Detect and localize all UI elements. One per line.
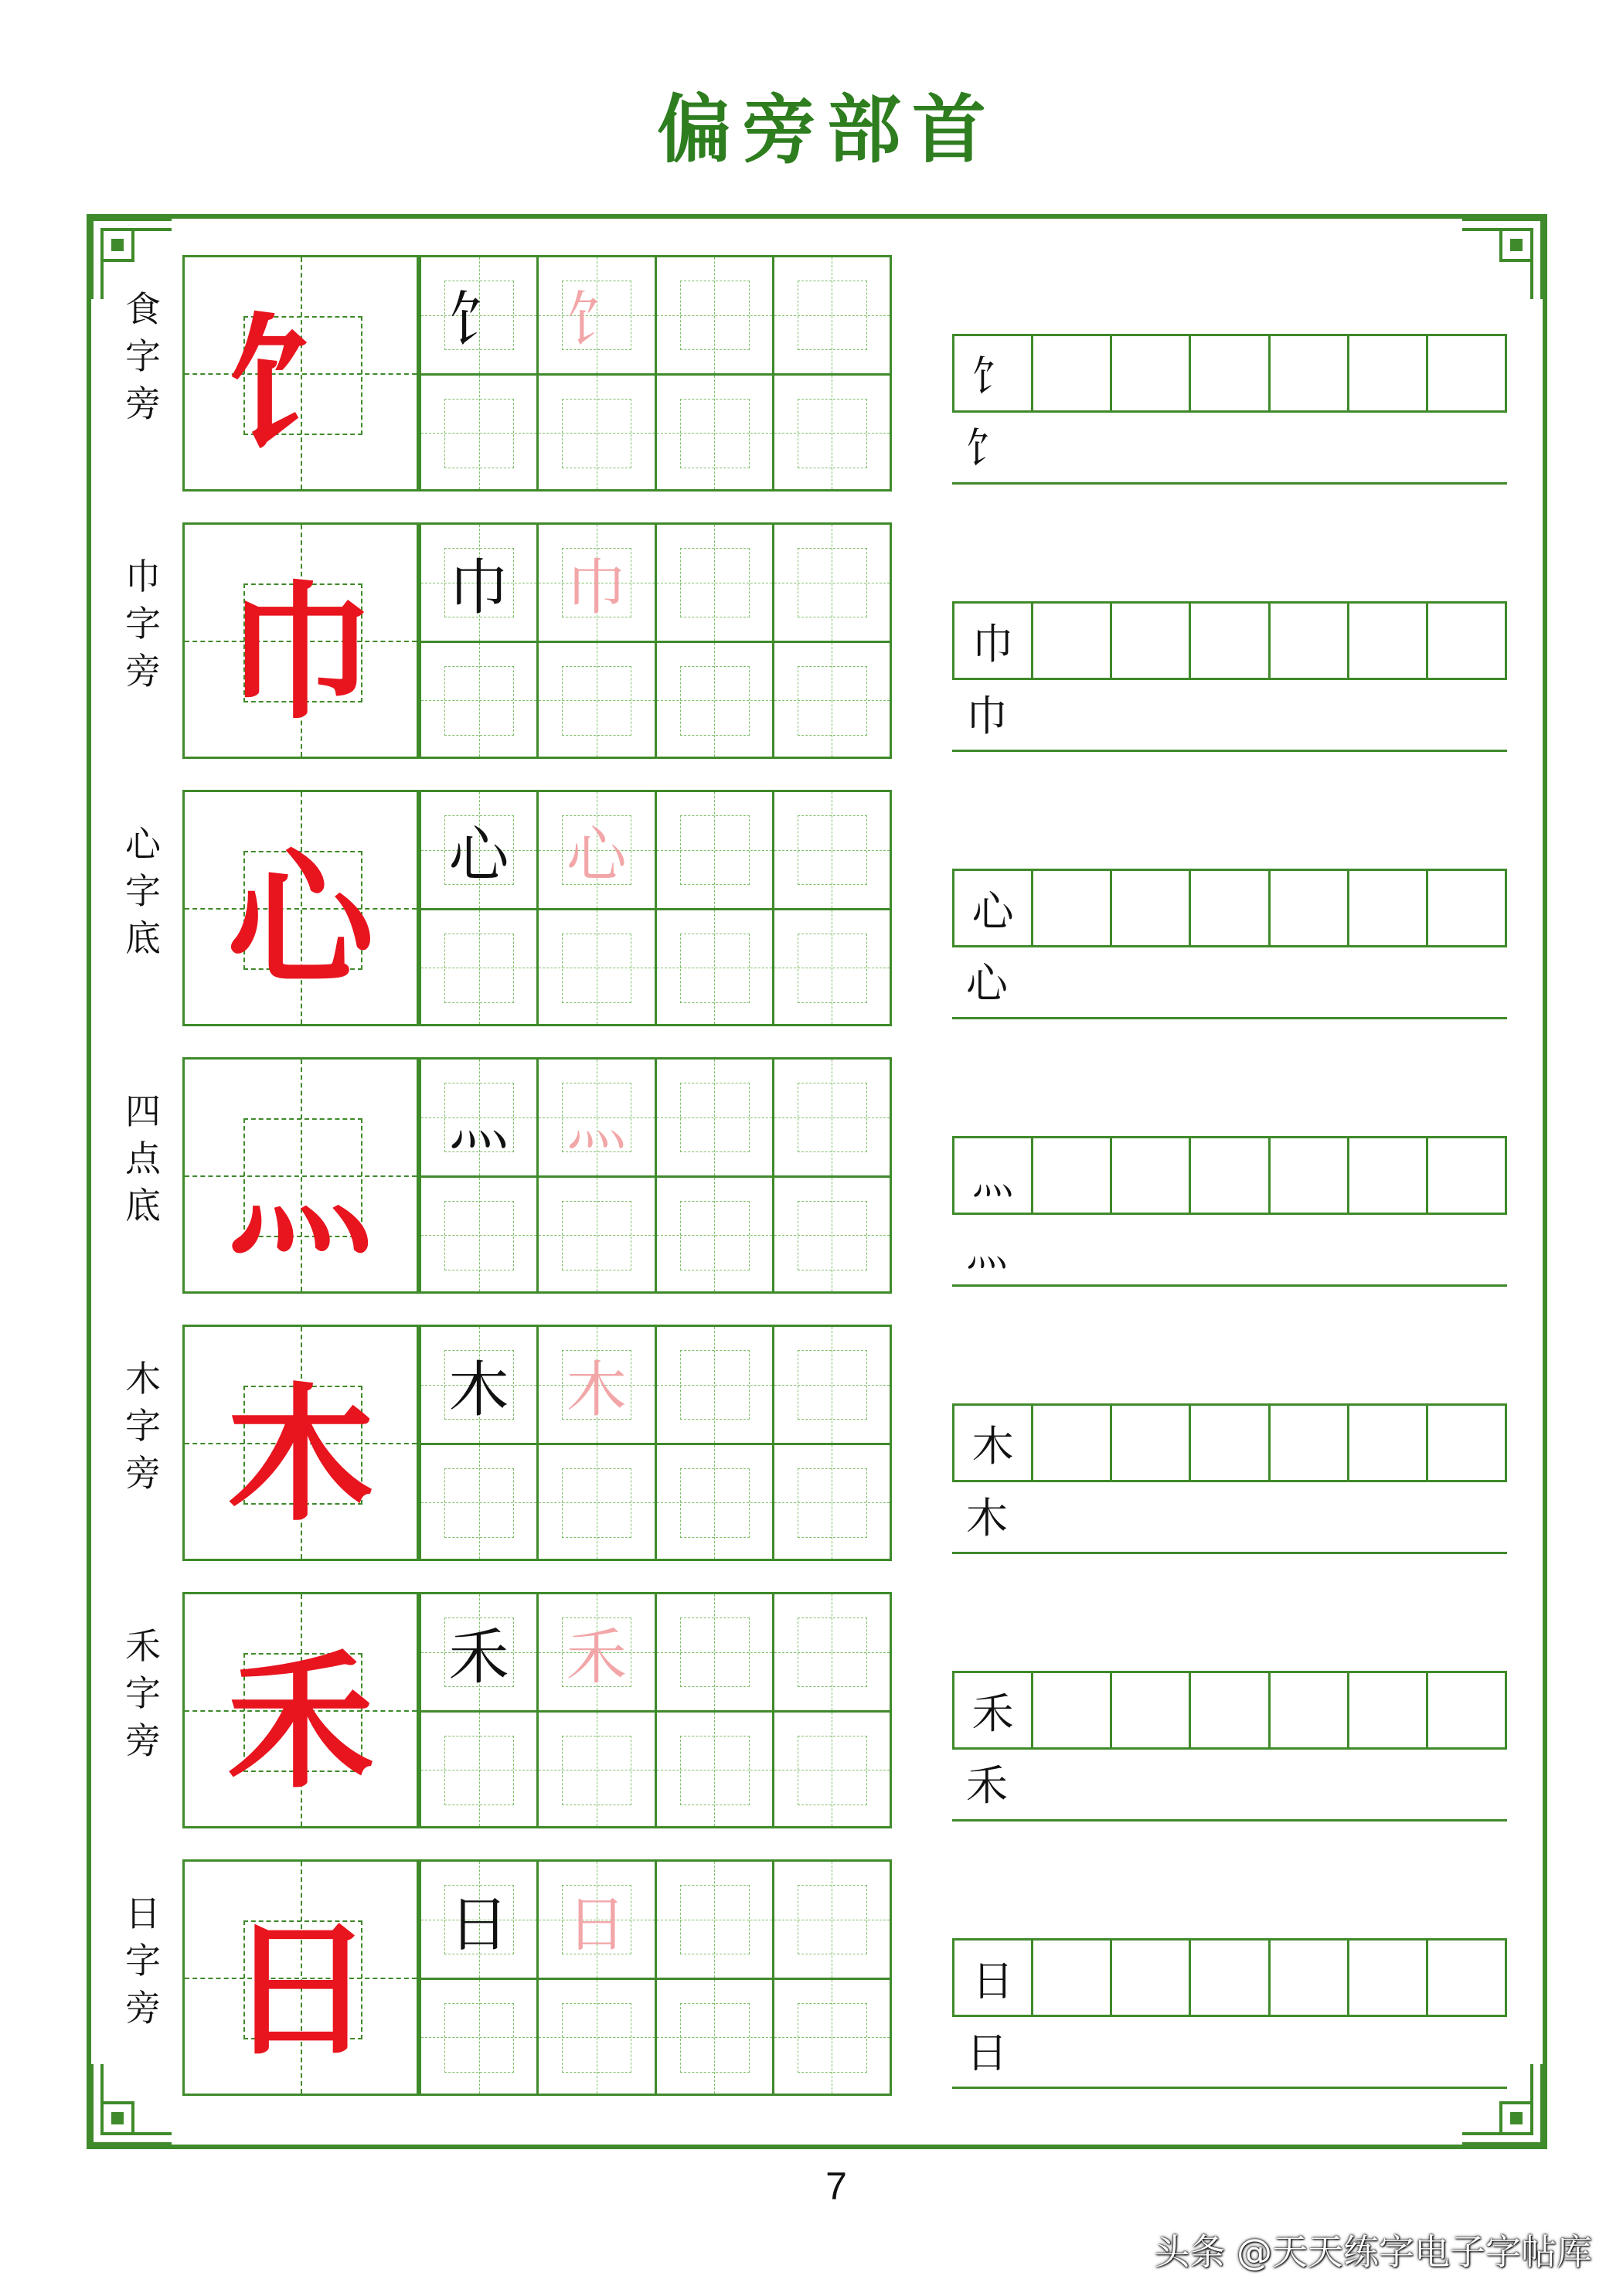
small-practice-cell[interactable] xyxy=(1189,336,1267,410)
small-practice-cell[interactable] xyxy=(1347,336,1426,410)
small-practice-cell[interactable] xyxy=(1268,871,1347,945)
model-character-cell xyxy=(182,790,419,1026)
radical-name-char: 字 xyxy=(125,1405,161,1447)
guide-square xyxy=(680,1617,750,1687)
practice-cell[interactable] xyxy=(419,525,536,641)
small-practice-cell[interactable] xyxy=(954,1673,1031,1747)
small-example-character: 巾 xyxy=(971,619,1014,668)
guide-square xyxy=(444,399,514,468)
small-practice-cell[interactable] xyxy=(1031,871,1110,945)
guide-square xyxy=(798,1736,867,1805)
trace-character: 心 xyxy=(566,821,627,890)
small-practice-cell[interactable] xyxy=(1268,1673,1347,1747)
guide-square xyxy=(680,666,750,736)
model-character-cell xyxy=(182,1859,419,2096)
radical-name-label xyxy=(120,1623,166,1764)
practice-cell[interactable] xyxy=(772,525,890,641)
small-practice-cell[interactable] xyxy=(1347,871,1426,945)
small-practice-cell[interactable] xyxy=(1268,604,1347,678)
guide-square xyxy=(798,815,867,885)
small-practice-cell[interactable] xyxy=(1268,1138,1347,1213)
small-practice-cell[interactable] xyxy=(1189,1941,1267,2015)
practice-row xyxy=(0,1592,1623,1828)
radical-name-char: 旁 xyxy=(125,1719,161,1761)
guide-square xyxy=(680,1468,750,1538)
small-practice-cell[interactable] xyxy=(1031,336,1110,410)
example-character: 巾 xyxy=(448,553,509,623)
practice-row xyxy=(0,1325,1623,1561)
practice-cell[interactable] xyxy=(772,1060,890,1175)
practice-cell[interactable] xyxy=(772,1862,890,1978)
small-practice-grid xyxy=(952,1938,1507,2017)
practice-cell[interactable] xyxy=(536,1443,654,1559)
guide-square xyxy=(444,666,514,736)
radical-name-char: 点 xyxy=(125,1138,161,1179)
radical-name-char: 底 xyxy=(125,917,161,959)
practice-cell[interactable] xyxy=(772,1443,890,1559)
practice-grid xyxy=(419,1859,892,2096)
page-number: 7 xyxy=(825,2165,847,2208)
small-practice-cell[interactable] xyxy=(1031,1941,1110,2015)
practice-cell[interactable] xyxy=(419,1710,536,1826)
radical-name-char: 旁 xyxy=(125,650,161,692)
practice-row xyxy=(0,255,1623,492)
writing-line[interactable] xyxy=(952,482,1507,485)
radical-name-char: 禾 xyxy=(125,1625,161,1667)
model-character: 心 xyxy=(226,833,374,1006)
guide-square xyxy=(680,1885,750,1954)
practice-cell[interactable] xyxy=(655,257,772,373)
small-practice-cell[interactable] xyxy=(1110,1941,1189,2015)
small-practice-cell[interactable] xyxy=(1189,1138,1267,1213)
practice-cell[interactable] xyxy=(772,1327,890,1443)
practice-cell[interactable] xyxy=(536,641,654,757)
guide-square xyxy=(798,1617,867,1687)
small-practice-cell[interactable] xyxy=(1426,604,1505,678)
practice-grid xyxy=(419,1592,892,1828)
practice-cell[interactable] xyxy=(419,641,536,757)
small-practice-cell[interactable] xyxy=(1110,871,1189,945)
practice-cell[interactable] xyxy=(655,373,772,489)
practice-cell[interactable] xyxy=(419,1175,536,1291)
trace-character: 巾 xyxy=(566,553,627,623)
practice-cell[interactable] xyxy=(655,525,772,641)
guide-square xyxy=(680,1736,750,1805)
line-example-character: 巾 xyxy=(966,692,1008,740)
guide-square xyxy=(798,1201,867,1270)
small-practice-grid xyxy=(952,869,1507,947)
guide-square xyxy=(798,548,867,617)
page-title: 偏旁部首 xyxy=(657,86,997,173)
practice-grid xyxy=(419,1057,892,1294)
radical-name-char: 字 xyxy=(125,603,161,645)
small-practice-cell[interactable] xyxy=(1426,1673,1505,1747)
small-practice-cell[interactable] xyxy=(954,336,1031,410)
guide-square xyxy=(798,2003,867,2073)
practice-cell[interactable] xyxy=(655,908,772,1024)
practice-cell[interactable] xyxy=(655,641,772,757)
example-character: 日 xyxy=(448,1890,509,1960)
practice-cell[interactable] xyxy=(772,1978,890,2094)
writing-line[interactable] xyxy=(952,1552,1507,1554)
model-character: 灬 xyxy=(226,1100,374,1274)
guide-square xyxy=(680,1350,750,1420)
writing-line[interactable] xyxy=(952,1819,1507,1821)
small-example-character: 心 xyxy=(971,886,1014,936)
practice-cell[interactable] xyxy=(419,257,536,373)
practice-cell[interactable] xyxy=(772,373,890,489)
small-practice-cell[interactable] xyxy=(1426,1941,1505,2015)
practice-cell[interactable] xyxy=(655,1978,772,2094)
line-example-character: 心 xyxy=(966,959,1008,1008)
watermark: 头条 @天天练字电子字帖库 xyxy=(1154,2231,1592,2273)
radical-name-label xyxy=(120,1890,166,2032)
practice-cell[interactable] xyxy=(655,1862,772,1978)
writing-line[interactable] xyxy=(952,1017,1507,1019)
practice-row xyxy=(0,1057,1623,1294)
guide-square xyxy=(562,1468,631,1538)
guide-square xyxy=(562,1736,631,1805)
small-practice-cell[interactable] xyxy=(1189,1406,1267,1480)
small-example-character: 灬 xyxy=(971,1154,1014,1203)
line-example-character: 灬 xyxy=(966,1226,1008,1275)
small-practice-cell[interactable] xyxy=(954,1138,1031,1213)
radical-name-char: 旁 xyxy=(125,1987,161,2029)
model-character: 日 xyxy=(226,1903,374,2076)
practice-cell[interactable] xyxy=(772,792,890,908)
practice-cell[interactable] xyxy=(536,1978,654,2094)
small-practice-cell[interactable] xyxy=(1426,1138,1505,1213)
small-practice-cell[interactable] xyxy=(1110,336,1189,410)
model-character: 饣 xyxy=(226,298,374,471)
radical-name-char: 字 xyxy=(125,335,161,377)
model-character: 禾 xyxy=(226,1635,374,1808)
line-example-character: 日 xyxy=(966,2029,1008,2077)
example-character: 灬 xyxy=(448,1088,509,1158)
writing-line[interactable] xyxy=(952,750,1507,752)
guide-square xyxy=(444,2003,514,2073)
model-character: 巾 xyxy=(226,566,374,739)
practice-cell[interactable] xyxy=(419,1862,536,1978)
guide-square xyxy=(444,934,514,1003)
practice-cell[interactable] xyxy=(655,1327,772,1443)
guide-square xyxy=(562,2003,631,2073)
guide-square xyxy=(444,1201,514,1270)
radical-name-char: 日 xyxy=(125,1893,161,1934)
guide-square xyxy=(562,399,631,468)
practice-cell[interactable] xyxy=(536,792,654,908)
practice-cell[interactable] xyxy=(536,1862,654,1978)
practice-cell[interactable] xyxy=(419,1327,536,1443)
practice-cell[interactable] xyxy=(419,1060,536,1175)
practice-cell[interactable] xyxy=(536,373,654,489)
practice-grid xyxy=(419,790,892,1026)
practice-cell[interactable] xyxy=(655,1594,772,1710)
small-practice-cell[interactable] xyxy=(1189,604,1267,678)
practice-cell[interactable] xyxy=(772,908,890,1024)
small-practice-cell[interactable] xyxy=(1347,1138,1426,1213)
small-example-character: 饣 xyxy=(971,352,1014,401)
small-example-character: 木 xyxy=(971,1421,1014,1471)
radical-name-char: 木 xyxy=(125,1358,161,1400)
practice-cell[interactable] xyxy=(772,1710,890,1826)
model-character: 木 xyxy=(226,1368,374,1541)
practice-cell[interactable] xyxy=(772,1594,890,1710)
small-practice-cell[interactable] xyxy=(954,1406,1031,1480)
practice-grid xyxy=(419,1325,892,1561)
trace-character: 日 xyxy=(566,1890,627,1960)
example-character: 禾 xyxy=(448,1623,509,1692)
guide-square xyxy=(798,399,867,468)
small-practice-cell[interactable] xyxy=(1031,1406,1110,1480)
radical-name-char: 旁 xyxy=(125,1452,161,1494)
line-example-character: 木 xyxy=(966,1494,1008,1543)
guide-square xyxy=(798,1350,867,1420)
small-practice-cell[interactable] xyxy=(1268,336,1347,410)
guide-square xyxy=(680,399,750,468)
practice-row xyxy=(0,1859,1623,2096)
small-practice-cell[interactable] xyxy=(1268,1406,1347,1480)
practice-cell[interactable] xyxy=(419,1443,536,1559)
practice-cell[interactable] xyxy=(419,908,536,1024)
practice-cell[interactable] xyxy=(536,1710,654,1826)
small-practice-cell[interactable] xyxy=(1031,1673,1110,1747)
line-example-character: 饣 xyxy=(966,424,1008,473)
guide-square xyxy=(798,281,867,350)
small-practice-cell[interactable] xyxy=(954,1941,1031,2015)
practice-cell[interactable] xyxy=(655,1175,772,1291)
small-example-character: 日 xyxy=(971,1956,1014,2005)
radical-name-char: 心 xyxy=(125,823,161,865)
small-practice-cell[interactable] xyxy=(1031,604,1110,678)
small-practice-cell[interactable] xyxy=(1347,604,1426,678)
trace-character: 饣 xyxy=(566,286,627,355)
radical-name-char: 四 xyxy=(125,1090,161,1132)
example-character: 木 xyxy=(448,1355,509,1425)
small-example-character: 禾 xyxy=(971,1689,1014,1738)
radical-name-label xyxy=(120,1088,166,1230)
guide-square xyxy=(562,934,631,1003)
small-practice-grid xyxy=(952,1136,1507,1215)
writing-line[interactable] xyxy=(952,1284,1507,1287)
practice-cell[interactable] xyxy=(655,1710,772,1826)
model-character-cell xyxy=(182,255,419,492)
small-practice-cell[interactable] xyxy=(1110,1673,1189,1747)
trace-character: 禾 xyxy=(566,1623,627,1692)
small-practice-cell[interactable] xyxy=(1189,1673,1267,1747)
small-practice-cell[interactable] xyxy=(954,604,1031,678)
practice-cell[interactable] xyxy=(536,1060,654,1175)
practice-grid xyxy=(419,522,892,759)
radical-name-char: 旁 xyxy=(125,383,161,424)
small-practice-cell[interactable] xyxy=(1347,1406,1426,1480)
practice-row xyxy=(0,522,1623,759)
practice-cell[interactable] xyxy=(536,525,654,641)
small-practice-cell[interactable] xyxy=(1347,1673,1426,1747)
practice-cell[interactable] xyxy=(419,373,536,489)
radical-name-char: 底 xyxy=(125,1185,161,1226)
small-practice-cell[interactable] xyxy=(1426,336,1505,410)
radical-name-char: 巾 xyxy=(125,556,161,597)
writing-line[interactable] xyxy=(952,2087,1507,2089)
guide-square xyxy=(444,1468,514,1538)
practice-row xyxy=(0,790,1623,1026)
practice-cell[interactable] xyxy=(655,1060,772,1175)
guide-square xyxy=(680,1083,750,1152)
guide-square xyxy=(562,1201,631,1270)
radical-name-label xyxy=(120,553,166,695)
practice-cell[interactable] xyxy=(419,792,536,908)
guide-square xyxy=(680,281,750,350)
practice-cell[interactable] xyxy=(536,1175,654,1291)
practice-cell[interactable] xyxy=(772,1175,890,1291)
small-practice-cell[interactable] xyxy=(1426,871,1505,945)
practice-cell[interactable] xyxy=(419,1594,536,1710)
practice-cell[interactable] xyxy=(772,641,890,757)
radical-name-label xyxy=(120,1355,166,1497)
practice-cell[interactable] xyxy=(536,1327,654,1443)
guide-square xyxy=(444,1736,514,1805)
radical-name-label xyxy=(120,821,166,962)
model-character-cell xyxy=(182,1592,419,1828)
practice-cell[interactable] xyxy=(536,908,654,1024)
guide-square xyxy=(798,1083,867,1152)
small-practice-cell[interactable] xyxy=(1110,1138,1189,1213)
practice-cell[interactable] xyxy=(655,1443,772,1559)
small-practice-grid xyxy=(952,1671,1507,1750)
radical-name-char: 字 xyxy=(125,870,161,912)
radical-name-char: 食 xyxy=(125,288,161,330)
example-character: 心 xyxy=(448,821,509,890)
small-practice-cell[interactable] xyxy=(954,871,1031,945)
guide-square xyxy=(562,666,631,736)
guide-square xyxy=(680,815,750,885)
model-character-cell xyxy=(182,522,419,759)
small-practice-cell[interactable] xyxy=(1110,1406,1189,1480)
trace-character: 灬 xyxy=(566,1088,627,1158)
guide-square xyxy=(680,2003,750,2073)
small-practice-grid xyxy=(952,1403,1507,1482)
small-practice-grid xyxy=(952,334,1507,413)
practice-cell[interactable] xyxy=(655,792,772,908)
small-practice-cell[interactable] xyxy=(1110,604,1189,678)
small-practice-cell[interactable] xyxy=(1268,1941,1347,2015)
line-example-character: 禾 xyxy=(966,1761,1008,1810)
guide-square xyxy=(680,548,750,617)
guide-square xyxy=(798,666,867,736)
model-character-cell xyxy=(182,1325,419,1561)
small-practice-cell[interactable] xyxy=(1189,871,1267,945)
radical-name-char: 字 xyxy=(125,1940,161,1981)
small-practice-cell[interactable] xyxy=(1426,1406,1505,1480)
example-character: 饣 xyxy=(448,286,509,355)
guide-square xyxy=(798,934,867,1003)
radical-name-char: 字 xyxy=(125,1672,161,1714)
practice-cell[interactable] xyxy=(772,257,890,373)
practice-cell[interactable] xyxy=(536,257,654,373)
small-practice-cell[interactable] xyxy=(1347,1941,1426,2015)
guide-square xyxy=(798,1885,867,1954)
guide-square xyxy=(798,1468,867,1538)
guide-square xyxy=(680,1201,750,1270)
practice-cell[interactable] xyxy=(419,1978,536,2094)
guide-square xyxy=(680,934,750,1003)
practice-cell[interactable] xyxy=(536,1594,654,1710)
trace-character: 木 xyxy=(566,1355,627,1425)
small-practice-grid xyxy=(952,601,1507,680)
radical-name-label xyxy=(120,286,166,427)
model-character-cell xyxy=(182,1057,419,1294)
small-practice-cell[interactable] xyxy=(1031,1138,1110,1213)
practice-grid xyxy=(419,255,892,492)
